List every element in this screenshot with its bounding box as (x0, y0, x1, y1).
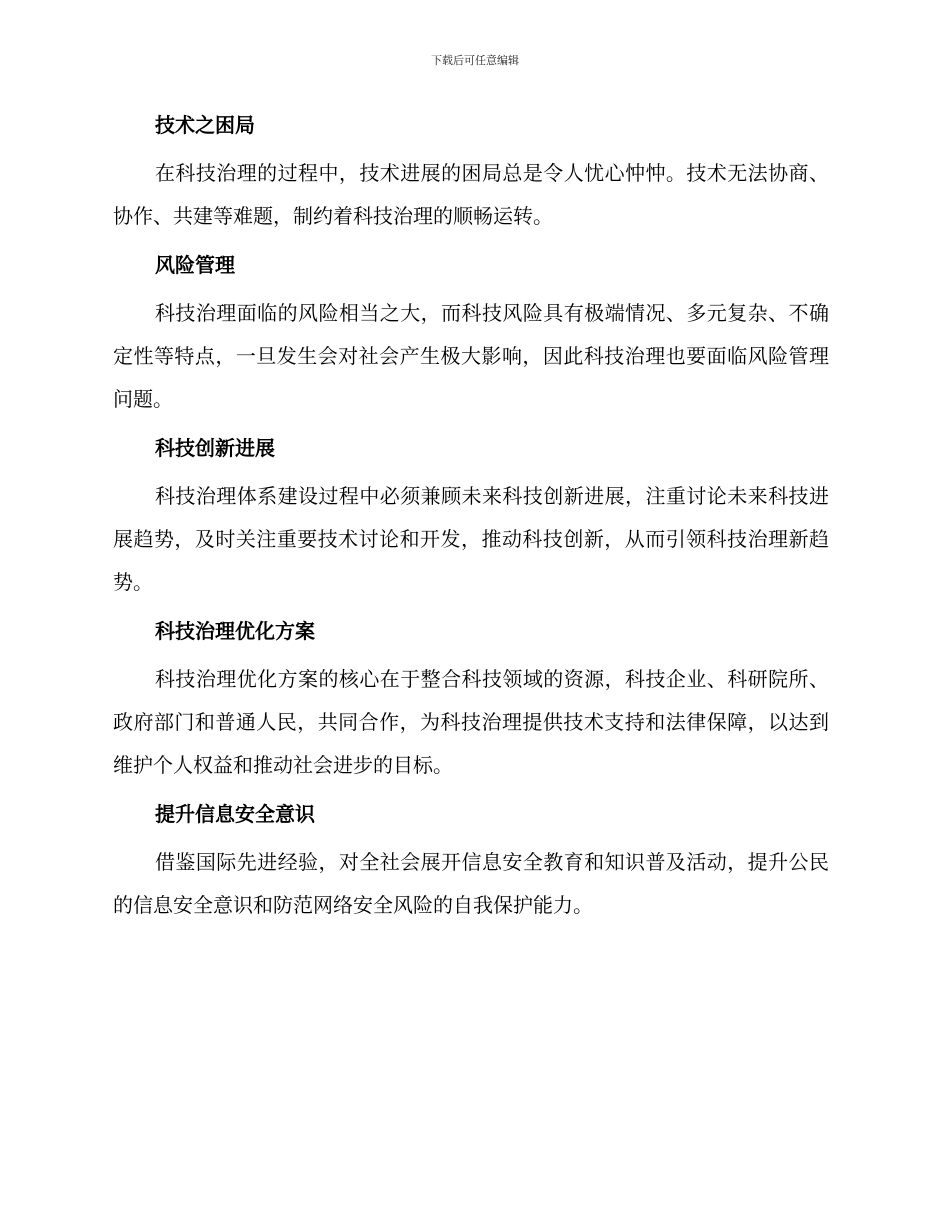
section-title: 风险管理 (155, 253, 235, 277)
page-header-note: 下载后可任意编辑 (431, 54, 519, 67)
section-title: 科技治理优化方案 (155, 619, 315, 643)
section (113, 104, 829, 238)
section-paragraph: 科技治理体系建设过程中必须兼顾未来科技创新进展，注重讨论未来科技进展趋势，及时关注重要技术讨论和开发，推动科技创新，从而引领科技治理新趋势。 (113, 484, 829, 594)
document-body (113, 104, 829, 933)
section (113, 793, 829, 927)
section-title: 提升信息安全意识 (155, 802, 315, 826)
section-paragraph: 借鉴国际先进经验，对全社会展开信息安全教育和知识普及活动，提升公民的信息安全意识和防范网络安全风险的自我保护能力。 (113, 850, 829, 917)
section (113, 244, 829, 421)
section-title: 技术之困局 (155, 113, 255, 137)
section (113, 427, 829, 604)
section (113, 610, 829, 787)
section-paragraph: 在科技治理的过程中，技术进展的困局总是令人忧心忡忡。技术无法协商、协作、共建等难题，制约着科技治理的顺畅运转。 (113, 161, 829, 228)
section-paragraph: 科技治理优化方案的核心在于整合科技领域的资源，科技企业、科研院所、政府部门和普通人民，共同合作，为科技治理提供技术支持和法律保障，以达到维护个人权益和推动社会进步的目标。 (113, 667, 829, 777)
section-paragraph: 科技治理面临的风险相当之大，而科技风险具有极端情况、多元复杂、不确定性等特点，一旦发生会对社会产生极大影响，因此科技治理也要面临风险管理问题。 (113, 301, 829, 411)
section-title: 科技创新进展 (155, 436, 275, 460)
